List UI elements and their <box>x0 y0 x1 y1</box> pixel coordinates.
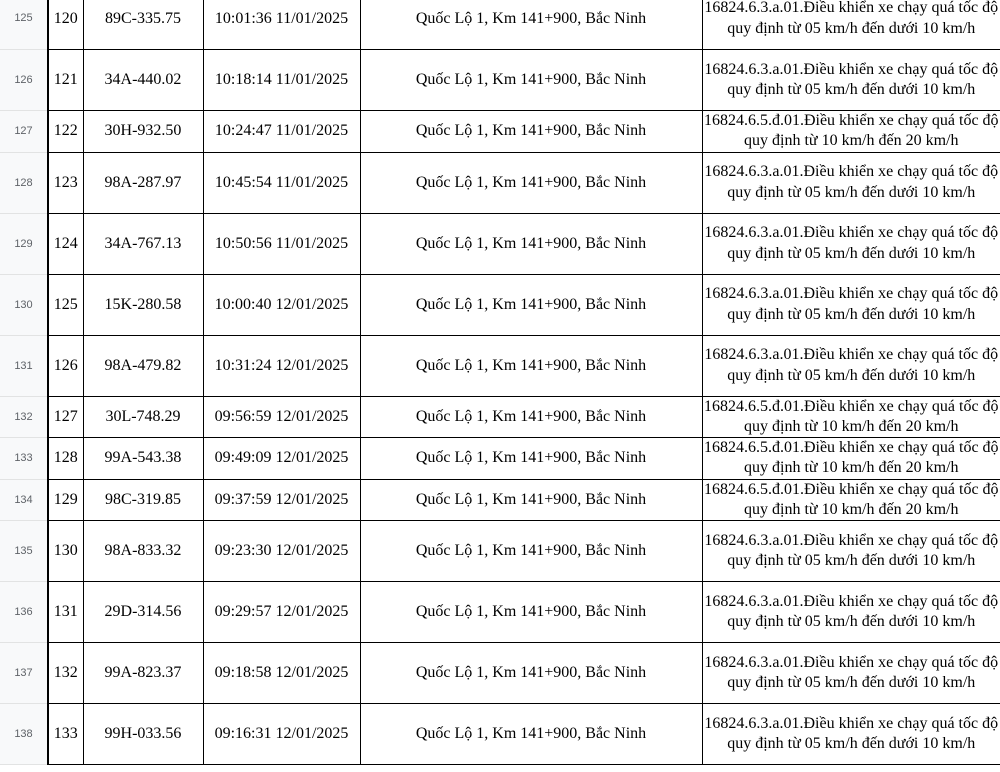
plate-cell[interactable]: 89C-335.75 <box>83 0 203 50</box>
stt-cell[interactable]: 123 <box>48 152 83 213</box>
location-cell[interactable]: Quốc Lộ 1, Km 141+900, Bắc Ninh <box>360 0 702 50</box>
location-cell[interactable]: Quốc Lộ 1, Km 141+900, Bắc Ninh <box>360 213 702 274</box>
stt-cell[interactable]: 127 <box>48 396 83 438</box>
time-cell[interactable]: 09:23:30 12/01/2025 <box>203 521 360 582</box>
plate-cell[interactable]: 15K-280.58 <box>83 274 203 335</box>
table-row <box>0 152 1000 213</box>
location-cell[interactable]: Quốc Lộ 1, Km 141+900, Bắc Ninh <box>360 335 702 396</box>
stt-cell[interactable]: 121 <box>48 50 83 111</box>
location-cell[interactable]: Quốc Lộ 1, Km 141+900, Bắc Ninh <box>360 438 702 480</box>
row-number[interactable]: 133 <box>0 438 48 480</box>
violation-cell[interactable]: 16824.6.3.a.01.Điều khiển xe chạy quá tốc độ quy định từ 05 km/h đến dưới 10 km/h <box>702 274 1000 335</box>
plate-cell[interactable]: 99A-543.38 <box>83 438 203 480</box>
time-cell[interactable]: 10:24:47 11/01/2025 <box>203 111 360 153</box>
violation-cell[interactable]: 16824.6.5.đ.01.Điều khiển xe chạy quá tốc độ quy định từ 10 km/h đến 20 km/h <box>702 479 1000 521</box>
table-row <box>0 213 1000 274</box>
table-row <box>0 582 1000 643</box>
row-number[interactable]: 130 <box>0 274 48 335</box>
time-cell[interactable]: 09:18:58 12/01/2025 <box>203 643 360 704</box>
plate-cell[interactable]: 98C-319.85 <box>83 479 203 521</box>
time-cell[interactable]: 09:37:59 12/01/2025 <box>203 479 360 521</box>
time-cell[interactable]: 10:01:36 11/01/2025 <box>203 0 360 50</box>
location-cell[interactable]: Quốc Lộ 1, Km 141+900, Bắc Ninh <box>360 152 702 213</box>
row-number[interactable]: 132 <box>0 396 48 438</box>
location-cell[interactable]: Quốc Lộ 1, Km 141+900, Bắc Ninh <box>360 521 702 582</box>
location-cell[interactable]: Quốc Lộ 1, Km 141+900, Bắc Ninh <box>360 111 702 153</box>
violation-cell[interactable]: 16824.6.3.a.01.Điều khiển xe chạy quá tốc độ quy định từ 05 km/h đến dưới 10 km/h <box>702 582 1000 643</box>
table-row <box>0 704 1000 765</box>
stt-cell[interactable]: 126 <box>48 335 83 396</box>
table-row <box>0 396 1000 438</box>
time-cell[interactable]: 10:31:24 12/01/2025 <box>203 335 360 396</box>
table-row <box>0 274 1000 335</box>
row-number[interactable]: 126 <box>0 50 48 111</box>
violation-cell[interactable]: 16824.6.3.a.01.Điều khiển xe chạy quá tốc độ quy định từ 05 km/h đến dưới 10 km/h <box>702 50 1000 111</box>
violation-cell[interactable]: 16824.6.5.đ.01.Điều khiển xe chạy quá tốc độ quy định từ 10 km/h đến 20 km/h <box>702 396 1000 438</box>
table-row <box>0 521 1000 582</box>
violation-cell[interactable]: 16824.6.3.a.01.Điều khiển xe chạy quá tốc độ quy định từ 05 km/h đến dưới 10 km/h <box>702 213 1000 274</box>
violation-cell[interactable]: 16824.6.3.a.01.Điều khiển xe chạy quá tốc độ quy định từ 05 km/h đến dưới 10 km/h <box>702 152 1000 213</box>
violation-cell[interactable]: 16824.6.3.a.01.Điều khiển xe chạy quá tốc độ quy định từ 05 km/h đến dưới 10 km/h <box>702 335 1000 396</box>
plate-cell[interactable]: 34A-767.13 <box>83 213 203 274</box>
location-cell[interactable]: Quốc Lộ 1, Km 141+900, Bắc Ninh <box>360 396 702 438</box>
violation-cell[interactable]: 16824.6.3.a.01.Điều khiển xe chạy quá tốc độ quy định từ 05 km/h đến dưới 10 km/h <box>702 521 1000 582</box>
table-row <box>0 0 1000 50</box>
stt-cell[interactable]: 133 <box>48 704 83 765</box>
time-cell[interactable]: 09:29:57 12/01/2025 <box>203 582 360 643</box>
location-cell[interactable]: Quốc Lộ 1, Km 141+900, Bắc Ninh <box>360 704 702 765</box>
time-cell[interactable]: 09:16:31 12/01/2025 <box>203 704 360 765</box>
violation-cell[interactable]: 16824.6.3.a.01.Điều khiển xe chạy quá tốc độ quy định từ 05 km/h đến dưới 10 km/h <box>702 0 1000 50</box>
plate-cell[interactable]: 98A-833.32 <box>83 521 203 582</box>
row-number[interactable]: 137 <box>0 643 48 704</box>
plate-cell[interactable]: 34A-440.02 <box>83 50 203 111</box>
time-cell[interactable]: 09:56:59 12/01/2025 <box>203 396 360 438</box>
table-row <box>0 111 1000 153</box>
location-cell[interactable]: Quốc Lộ 1, Km 141+900, Bắc Ninh <box>360 274 702 335</box>
stt-cell[interactable]: 125 <box>48 274 83 335</box>
time-cell[interactable]: 10:00:40 12/01/2025 <box>203 274 360 335</box>
row-number[interactable]: 128 <box>0 152 48 213</box>
row-number[interactable]: 127 <box>0 111 48 153</box>
violation-cell[interactable]: 16824.6.3.a.01.Điều khiển xe chạy quá tốc độ quy định từ 05 km/h đến dưới 10 km/h <box>702 643 1000 704</box>
stt-cell[interactable]: 132 <box>48 643 83 704</box>
table-row <box>0 479 1000 521</box>
plate-cell[interactable]: 98A-479.82 <box>83 335 203 396</box>
location-cell[interactable]: Quốc Lộ 1, Km 141+900, Bắc Ninh <box>360 479 702 521</box>
stt-cell[interactable]: 124 <box>48 213 83 274</box>
time-cell[interactable]: 10:45:54 11/01/2025 <box>203 152 360 213</box>
stt-cell[interactable]: 130 <box>48 521 83 582</box>
plate-cell[interactable]: 99A-823.37 <box>83 643 203 704</box>
row-number[interactable]: 125 <box>0 0 48 50</box>
table-row <box>0 50 1000 111</box>
stt-cell[interactable]: 122 <box>48 111 83 153</box>
time-cell[interactable]: 10:50:56 11/01/2025 <box>203 213 360 274</box>
violation-cell[interactable]: 16824.6.3.a.01.Điều khiển xe chạy quá tốc độ quy định từ 05 km/h đến dưới 10 km/h <box>702 704 1000 765</box>
row-number[interactable]: 134 <box>0 479 48 521</box>
plate-cell[interactable]: 30H-932.50 <box>83 111 203 153</box>
table-row <box>0 335 1000 396</box>
violation-cell[interactable]: 16824.6.5.đ.01.Điều khiển xe chạy quá tốc độ quy định từ 10 km/h đến 20 km/h <box>702 111 1000 153</box>
table-row <box>0 438 1000 480</box>
plate-cell[interactable]: 99H-033.56 <box>83 704 203 765</box>
row-number[interactable]: 131 <box>0 335 48 396</box>
plate-cell[interactable]: 30L-748.29 <box>83 396 203 438</box>
location-cell[interactable]: Quốc Lộ 1, Km 141+900, Bắc Ninh <box>360 50 702 111</box>
stt-cell[interactable]: 129 <box>48 479 83 521</box>
plate-cell[interactable]: 98A-287.97 <box>83 152 203 213</box>
time-cell[interactable]: 10:18:14 11/01/2025 <box>203 50 360 111</box>
stt-cell[interactable]: 131 <box>48 582 83 643</box>
stt-cell[interactable]: 120 <box>48 0 83 50</box>
location-cell[interactable]: Quốc Lộ 1, Km 141+900, Bắc Ninh <box>360 643 702 704</box>
row-number[interactable]: 135 <box>0 521 48 582</box>
violation-cell[interactable]: 16824.6.5.đ.01.Điều khiển xe chạy quá tốc độ quy định từ 10 km/h đến 20 km/h <box>702 438 1000 480</box>
row-number[interactable]: 138 <box>0 704 48 765</box>
plate-cell[interactable]: 29D-314.56 <box>83 582 203 643</box>
stt-cell[interactable]: 128 <box>48 438 83 480</box>
location-cell[interactable]: Quốc Lộ 1, Km 141+900, Bắc Ninh <box>360 582 702 643</box>
row-number[interactable]: 129 <box>0 213 48 274</box>
row-number[interactable]: 136 <box>0 582 48 643</box>
table-row <box>0 643 1000 704</box>
time-cell[interactable]: 09:49:09 12/01/2025 <box>203 438 360 480</box>
